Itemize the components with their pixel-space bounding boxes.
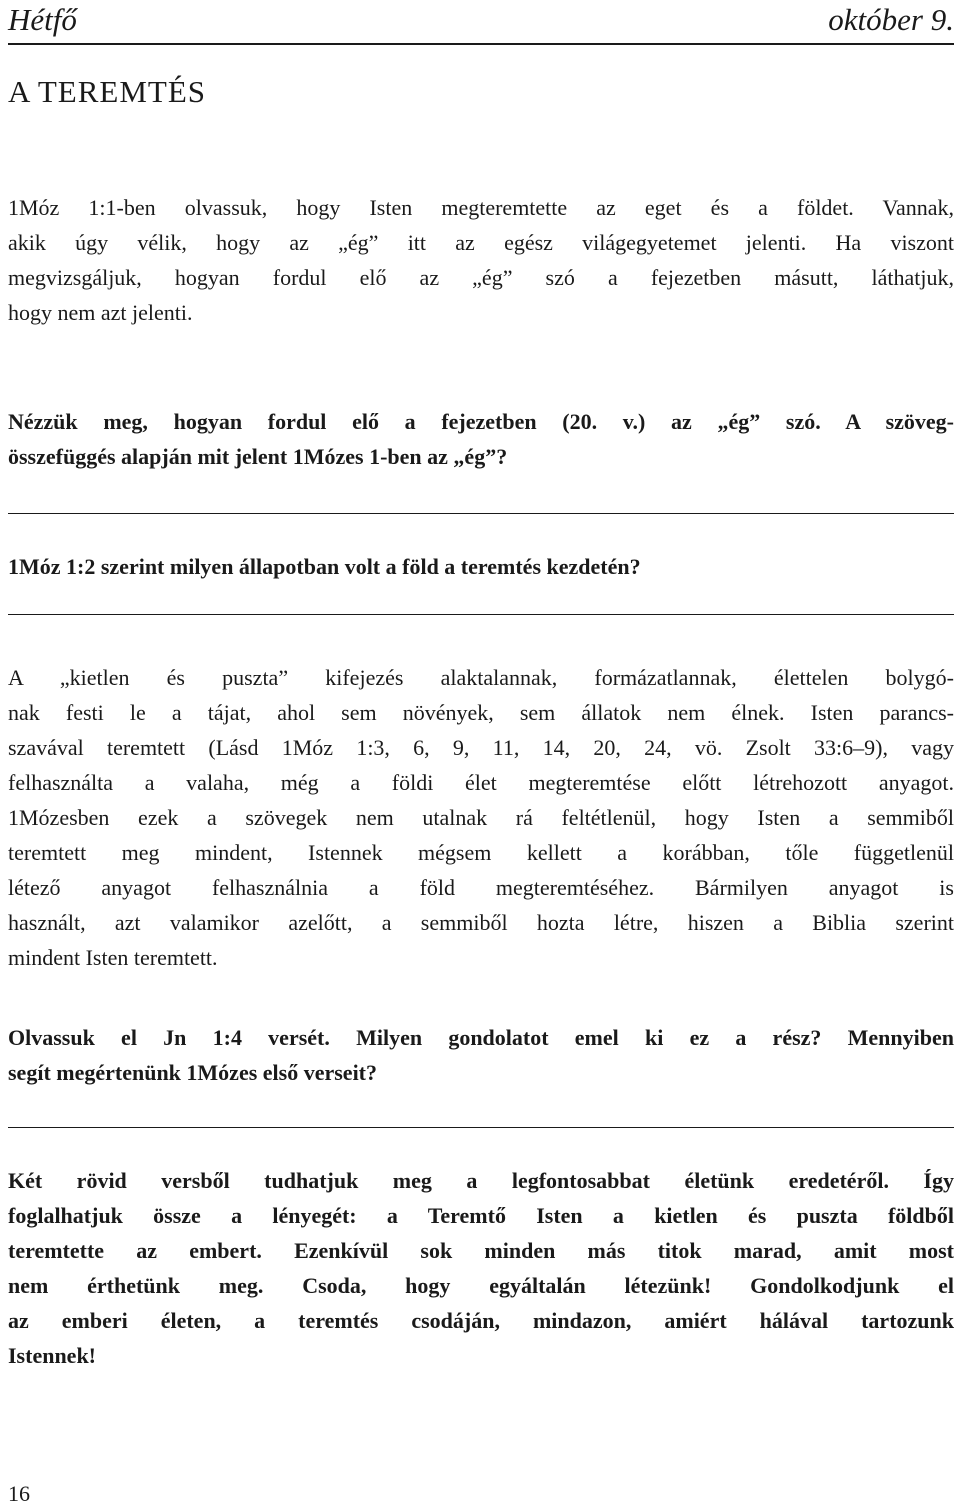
conclusion-line: teremtette az embert. Ezenkívül sok minden más titok marad, amit most xyxy=(8,1238,954,1263)
page-number: 16 xyxy=(8,1481,30,1506)
question-3 xyxy=(8,1020,954,1090)
conclusion-line: az emberi életen, a teremtés csodáján, mindazon, amiért hálával tartozunk xyxy=(8,1308,954,1333)
explanation-line: teremtett meg mindent, Istennek mégsem kellett a korábban, tőle függetlenül xyxy=(8,840,954,865)
explanation-line: 1Mózesben ezek a szövegek nem utalnak rá feltétlenül, hogy Isten a semmiből xyxy=(8,805,954,830)
intro-line: hogy nem azt jelenti. xyxy=(8,300,193,325)
explanation-line: nak festi le a tájat, ahol sem növények, sem állatok nem élnek. Isten parancs- xyxy=(8,700,954,725)
explanation-line: szavával teremtett (Lásd 1Móz 1:3, 6, 9, 11, 14, 20, 24, vö. Zsolt 33:6–9), vagy xyxy=(8,735,954,760)
question-line: Olvassuk el Jn 1:4 versét. Milyen gondolatot emel ki ez a rész? Mennyiben xyxy=(8,1025,954,1050)
answer-line-2[interactable] xyxy=(8,614,954,615)
header-date: október 9. xyxy=(828,2,954,37)
page-title: A TEREMTÉS xyxy=(8,74,207,109)
explanation-line: létező anyagot felhasználnia a föld megteremtéséhez. Bármilyen anyagot is xyxy=(8,875,954,900)
conclusion-line: nem érthetünk meg. Csoda, hogy egyáltalán létezünk! Gondolkodjunk el xyxy=(8,1273,954,1298)
intro-line: megvizsgáljuk, hogyan fordul elő az „ég” szó a fejezetben másutt, láthatjuk, xyxy=(8,265,954,290)
conclusion-line: Két rövid versből tudhatjuk meg a legfontosabbat életünk eredetéről. Így xyxy=(8,1168,954,1193)
conclusion-line: Istennek! xyxy=(8,1343,97,1368)
explanation-line: felhasználta a valaha, még a földi élet megteremtése előtt létrehozott anyagot. xyxy=(8,770,954,795)
page-header xyxy=(8,0,954,44)
explanation-paragraph xyxy=(8,660,954,975)
explanation-line: mindent Isten teremtett. xyxy=(8,945,218,970)
explanation-line: A „kietlen és puszta” kifejezés alaktalannak, formázatlannak, élettelen bolygó- xyxy=(8,665,954,690)
answer-line-3[interactable] xyxy=(8,1127,954,1128)
header-day: Hétfő xyxy=(8,2,77,37)
intro-paragraph xyxy=(8,190,954,330)
question-1 xyxy=(8,404,954,474)
question-2 xyxy=(8,549,954,584)
header-rule xyxy=(8,43,954,45)
page xyxy=(8,0,954,1509)
answer-line-1[interactable] xyxy=(8,513,954,514)
question-line: segít megértenünk 1Mózes első verseit? xyxy=(8,1060,378,1085)
intro-line: 1Móz 1:1-ben olvassuk, hogy Isten megteremtette az eget és a földet. Vannak, xyxy=(8,195,954,220)
question-line: 1Móz 1:2 szerint milyen állapotban volt a föld a teremtés kezdetén? xyxy=(8,554,641,579)
explanation-line: használt, azt valamikor azelőtt, a semmiből hozta létre, hiszen a Biblia szerint xyxy=(8,910,954,935)
conclusion-line: foglalhatjuk össze a lényegét: a Teremtő Isten a kietlen és puszta földből xyxy=(8,1203,954,1228)
intro-line: akik úgy vélik, hogy az „ég” itt az egész világegyetemet jelenti. Ha viszont xyxy=(8,230,954,255)
question-line: összefüggés alapján mit jelent 1Mózes 1-ben az „ég”? xyxy=(8,444,508,469)
question-line: Nézzük meg, hogyan fordul elő a fejezetben (20. v.) az „ég” szó. A szöveg- xyxy=(8,409,954,434)
conclusion-paragraph xyxy=(8,1163,954,1373)
